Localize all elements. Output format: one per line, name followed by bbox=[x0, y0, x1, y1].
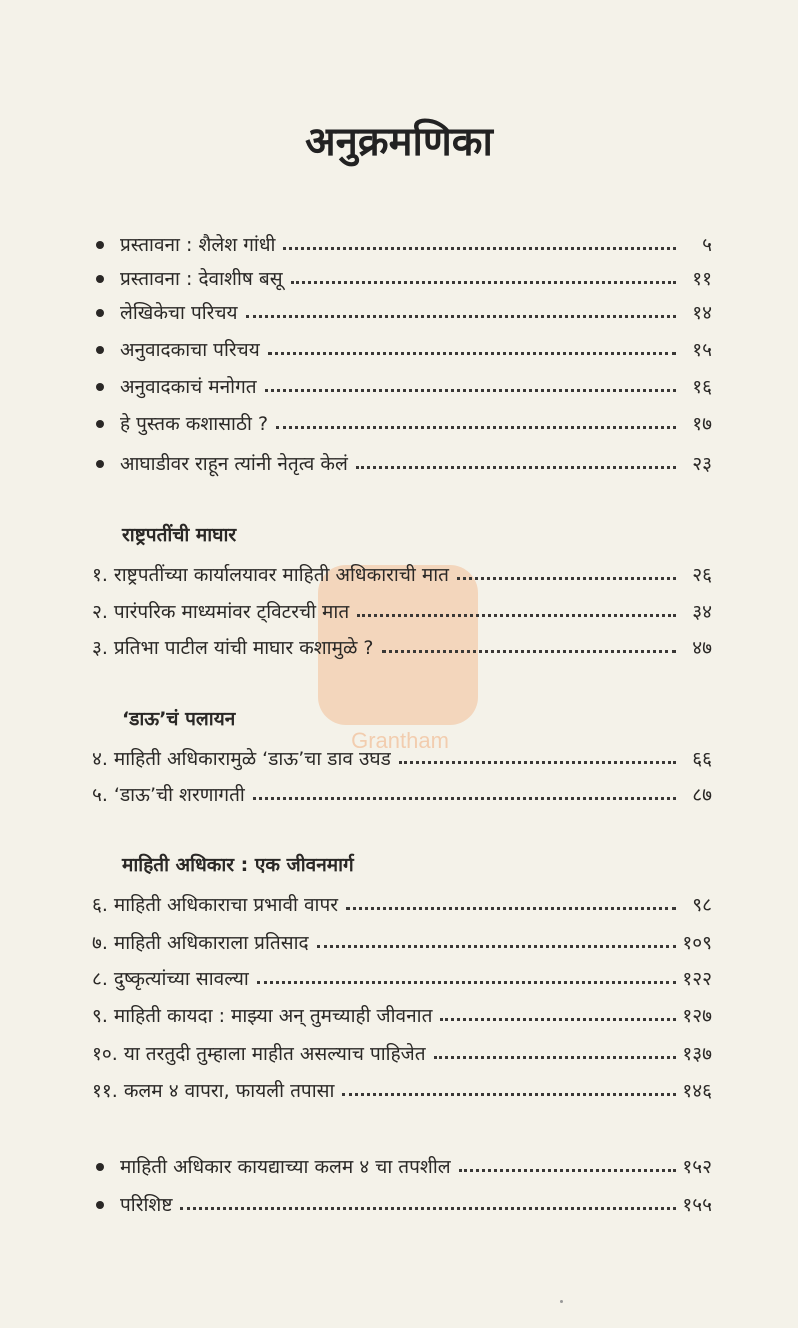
entry-page: १७ bbox=[692, 413, 712, 435]
watermark-text: Grantham bbox=[351, 728, 449, 753]
dot-leader bbox=[268, 352, 676, 355]
entry-page: १४ bbox=[692, 302, 712, 324]
entry-label: प्रस्तावना : शैलेश गांधी bbox=[120, 234, 276, 256]
toc-entry bbox=[90, 1148, 712, 1180]
paper-speck bbox=[560, 1300, 563, 1303]
dot-leader bbox=[283, 247, 676, 250]
bullet-icon bbox=[96, 241, 104, 249]
dot-leader bbox=[357, 614, 676, 617]
entry-page: २३ bbox=[692, 453, 712, 475]
bullet-icon bbox=[96, 460, 104, 468]
toc-entry bbox=[90, 260, 712, 292]
entry-label: माहिती अधिकाराला प्रतिसाद bbox=[113, 932, 309, 954]
dot-leader bbox=[265, 389, 676, 392]
dot-leader bbox=[356, 466, 676, 469]
entry-page: १२७ bbox=[682, 1005, 712, 1027]
toc-entry bbox=[92, 629, 712, 661]
entry-number: ११. bbox=[92, 1080, 118, 1102]
dot-leader bbox=[440, 1018, 676, 1021]
entry-label: ‘डाऊ’ची शरणागती bbox=[113, 784, 245, 806]
toc-entry bbox=[90, 1186, 712, 1218]
toc-entry bbox=[90, 405, 712, 437]
entry-page: ३४ bbox=[692, 601, 712, 623]
toc-entry bbox=[90, 294, 712, 326]
entry-label: माहिती अधिकारामुळे ‘डाऊ’चा डाव उघड bbox=[113, 748, 391, 770]
dot-leader bbox=[457, 577, 676, 580]
entry-page: ५ bbox=[702, 234, 712, 256]
page-title: अनुक्रमणिका bbox=[305, 119, 493, 165]
entry-page: ८७ bbox=[692, 784, 712, 806]
entry-page: १५ bbox=[692, 339, 712, 361]
toc-entry bbox=[92, 740, 712, 772]
entry-label: अनुवादकाचं मनोगत bbox=[120, 376, 257, 398]
entry-page: १६ bbox=[692, 376, 712, 398]
dot-leader bbox=[399, 761, 676, 764]
toc-entry bbox=[92, 886, 712, 918]
dot-leader bbox=[317, 945, 676, 948]
bullet-icon bbox=[96, 1163, 104, 1171]
entry-page: १५५ bbox=[682, 1194, 712, 1216]
entry-page: १३७ bbox=[682, 1043, 712, 1065]
dot-leader bbox=[291, 281, 676, 284]
entry-number: ७. bbox=[92, 932, 108, 954]
toc-entry bbox=[92, 1072, 712, 1104]
entry-label: हे पुस्तक कशासाठी ? bbox=[120, 413, 269, 435]
toc-entry bbox=[92, 1035, 712, 1067]
entry-number: २. bbox=[92, 601, 108, 623]
bullet-icon bbox=[96, 309, 104, 317]
section-heading: राष्ट्रपतींची माघार bbox=[122, 524, 237, 546]
entry-page: ९८ bbox=[692, 894, 712, 916]
dot-leader bbox=[276, 426, 676, 429]
entry-label: प्रतिभा पाटील यांची माघार कशामुळे ? bbox=[113, 637, 374, 659]
entry-label: दुष्कृत्यांच्या सावल्या bbox=[113, 968, 249, 990]
entry-label: परिशिष्ट bbox=[120, 1194, 173, 1216]
entry-number: ८. bbox=[92, 968, 108, 990]
entry-number: ४. bbox=[92, 748, 108, 770]
bullet-icon bbox=[96, 420, 104, 428]
entry-number: १०. bbox=[92, 1043, 118, 1065]
dot-leader bbox=[459, 1169, 676, 1172]
entry-label: या तरतुदी तुम्हाला माहीत असल्याच पाहिजेत bbox=[123, 1043, 426, 1065]
dot-leader bbox=[382, 650, 676, 653]
dot-leader bbox=[253, 797, 676, 800]
entry-label: लेखिकेचा परिचय bbox=[120, 302, 238, 324]
entry-number: ३. bbox=[92, 637, 108, 659]
bullet-icon bbox=[96, 1201, 104, 1209]
entry-label: माहिती कायदा : माझ्या अन् तुमच्याही जीवनात bbox=[113, 1005, 433, 1027]
entry-label: माहिती अधिकाराचा प्रभावी वापर bbox=[113, 894, 339, 916]
dot-leader bbox=[342, 1093, 676, 1096]
toc-entry bbox=[90, 368, 712, 400]
toc-entry bbox=[92, 997, 712, 1029]
toc-entry bbox=[92, 924, 712, 956]
toc-entry bbox=[92, 776, 712, 808]
entry-number: ९. bbox=[92, 1005, 108, 1027]
entry-label: राष्ट्रपतींच्या कार्यालयावर माहिती अधिकाराची मात bbox=[113, 564, 449, 586]
toc-entry bbox=[92, 593, 712, 625]
entry-page: १५२ bbox=[682, 1156, 712, 1178]
entry-page: २६ bbox=[692, 564, 712, 586]
dot-leader bbox=[346, 907, 676, 910]
bullet-icon bbox=[96, 346, 104, 354]
entry-number: ५. bbox=[92, 784, 108, 806]
dot-leader bbox=[257, 981, 676, 984]
section-heading: ‘डाऊ’चं पलायन bbox=[122, 708, 236, 730]
entry-label: कलम ४ वापरा, फायली तपासा bbox=[123, 1080, 335, 1102]
entry-page: ११ bbox=[692, 268, 712, 290]
entry-page: १०९ bbox=[682, 932, 712, 954]
entry-page: १२२ bbox=[682, 968, 712, 990]
entry-label: प्रस्तावना : देवाशीष बसू bbox=[120, 268, 283, 290]
toc-entry bbox=[90, 226, 712, 258]
toc-entry bbox=[92, 960, 712, 992]
entry-page: ६६ bbox=[692, 748, 712, 770]
bullet-icon bbox=[96, 275, 104, 283]
entry-number: १. bbox=[92, 564, 108, 586]
entry-page: १४६ bbox=[682, 1080, 712, 1102]
section-heading: माहिती अधिकार : एक जीवनमार्ग bbox=[122, 854, 354, 876]
entry-number: ६. bbox=[92, 894, 108, 916]
toc-entry bbox=[90, 331, 712, 363]
entry-label: माहिती अधिकार कायद्याच्या कलम ४ चा तपशील bbox=[120, 1156, 451, 1178]
bullet-icon bbox=[96, 383, 104, 391]
toc-entry bbox=[92, 556, 712, 588]
entry-label: अनुवादकाचा परिचय bbox=[120, 339, 260, 361]
entry-label: पारंपरिक माध्यमांवर ट्विटरची मात bbox=[113, 601, 350, 623]
entry-label: आघाडीवर राहून त्यांनी नेतृत्व केलं bbox=[120, 453, 348, 475]
dot-leader bbox=[434, 1056, 676, 1059]
dot-leader bbox=[180, 1207, 676, 1210]
dot-leader bbox=[246, 315, 676, 318]
toc-entry bbox=[90, 445, 712, 477]
entry-page: ४७ bbox=[692, 637, 712, 659]
